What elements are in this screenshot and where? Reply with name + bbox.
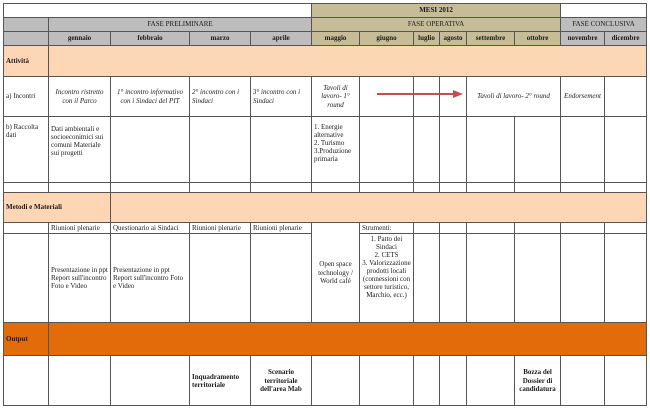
- year-title: MESI 2012: [312, 4, 561, 18]
- metodi-maggio-body: Open space technology / World café: [312, 223, 360, 323]
- raccolta-item-produzione: 3.Produzione primaria: [314, 147, 352, 164]
- month-ottobre: ottobre: [515, 32, 561, 46]
- incontri-maggio: Tavoli di lavoro- 1° round: [312, 77, 360, 117]
- raccolta-ottobre: [515, 117, 561, 183]
- row-label-incontri: a) Incontri: [4, 77, 49, 117]
- metodi-label-blank: [4, 223, 49, 234]
- month-novembre: novembre: [561, 32, 605, 46]
- metodi-ottobre-head: [515, 223, 561, 234]
- month-maggio: maggio: [312, 32, 360, 46]
- schedule-table: [3, 3, 647, 406]
- metodi-marzo-body: [190, 234, 251, 323]
- raccolta-luglio: [414, 117, 440, 183]
- raccolta-febbraio: [111, 117, 190, 183]
- output-maggio: [312, 356, 360, 406]
- section-output-band: [49, 323, 647, 356]
- metodi-novembre-head: [561, 223, 605, 234]
- metodi-aprile-body: [251, 234, 312, 323]
- output-label-blank: [4, 356, 49, 406]
- month-agosto: agosto: [440, 32, 467, 46]
- output-febbraio: [111, 356, 190, 406]
- metodi-dicembre-head: [605, 223, 647, 234]
- raccolta-agosto: [440, 117, 467, 183]
- output-marzo: Inquadramento territoriale: [190, 356, 251, 406]
- incontri-marzo: 2° incontro con i Sindaci: [190, 77, 251, 117]
- section-metodi-band: [111, 193, 647, 223]
- metodi-giugno-body: [360, 234, 414, 323]
- timeline-arrow-icon: [377, 89, 463, 99]
- metodi-febbraio-body: Presentazione in ppt Report sull'incontro Foto e Video: [111, 234, 190, 323]
- phase-preliminare: FASE PRELIMINARE: [49, 18, 312, 32]
- section-attivita: Attività: [4, 46, 49, 77]
- output-aprile: Scenario territoriale dell'area Mab: [251, 356, 312, 406]
- incontri-settembre: Tavoli di lavoro- 2° round: [467, 77, 561, 117]
- raccolta-giugno: [360, 117, 414, 183]
- metodi-luglio-body: [414, 234, 440, 323]
- gantt-sheet: [3, 3, 646, 418]
- metodi-gennaio-head: Riunioni plenarie: [49, 223, 111, 234]
- incontri-febbraio: 1° incontro informativo con i Sindaci del PIT: [111, 77, 190, 117]
- raccolta-maggio: [312, 117, 360, 183]
- section-attivita-band: [49, 46, 647, 77]
- metodi-giugno-head: Strumenti:: [360, 223, 414, 234]
- phase-operativa: FASE OPERATIVA: [312, 18, 561, 32]
- incontri-novembre: Endorsement: [561, 77, 605, 117]
- output-agosto: [440, 356, 467, 406]
- raccolta-settembre: [467, 117, 515, 183]
- incontri-aprile: 3° incontro con i Sindaci: [251, 77, 312, 117]
- raccolta-aprile: [251, 117, 312, 183]
- strumento-valorizzazione: 3. Valorizzazione prodotti locali (connessioni con settore turistico, Marchio, ecc.): [362, 259, 411, 300]
- incontri-gennaio: Incontro ristretto con il Parco: [49, 77, 111, 117]
- output-dicembre: [605, 356, 647, 406]
- blank-header-left: [4, 4, 312, 18]
- phase-conclusiva: FASE CONCLUSIVA: [561, 18, 647, 32]
- raccolta-item-turismo: 2. Turismo: [314, 139, 345, 148]
- raccolta-dicembre: [605, 117, 647, 183]
- raccolta-marzo: [190, 117, 251, 183]
- month-corner: [4, 32, 49, 46]
- raccolta-gennaio: Dati ambientali e socioeconimici sui comuni Materiale sui progetti: [49, 117, 111, 183]
- output-luglio: [414, 356, 440, 406]
- metodi-luglio-head: [414, 223, 440, 234]
- incontri-dicembre: [605, 77, 647, 117]
- month-aprile: aprile: [251, 32, 312, 46]
- month-gennaio: gennaio: [49, 32, 111, 46]
- row-label-raccolta: b) Raccolta dati: [4, 117, 49, 183]
- metodi-settembre-body: [467, 234, 515, 323]
- metodi-dicembre-body: [605, 234, 647, 323]
- output-ottobre: Bozza del Dossier di candidatura: [515, 356, 561, 406]
- metodi-ottobre-body: [515, 234, 561, 323]
- output-gennaio: [49, 356, 111, 406]
- strumento-patto-sindaci: 1. Patto dei Sindaci: [370, 235, 403, 252]
- section-output: Output: [4, 323, 49, 356]
- output-giugno: [360, 356, 414, 406]
- raccolta-item-energie: 1. Energie alternative: [314, 123, 344, 140]
- month-marzo: marzo: [190, 32, 251, 46]
- strumento-cets: 2. CETS: [374, 251, 399, 260]
- phase-corner: [4, 18, 49, 32]
- month-febbraio: febbraio: [111, 32, 190, 46]
- metodi-marzo-head: Riunioni plenarie: [190, 223, 251, 234]
- month-settembre: settembre: [467, 32, 515, 46]
- metodi-body-label-blank: [4, 234, 49, 323]
- metodi-gennaio-body: Presentazione in ppt Report sull'incontro Foto e Video: [49, 234, 111, 323]
- metodi-aprile-head: Riunioni plenarie: [251, 223, 312, 234]
- metodi-agosto-head: [440, 223, 467, 234]
- month-giugno: giugno: [360, 32, 414, 46]
- metodi-settembre-head: [467, 223, 515, 234]
- metodi-febbraio-head: Questionario ai Sindaci: [111, 223, 190, 234]
- output-settembre: [467, 356, 515, 406]
- section-metodi: Metodi e Materiali: [4, 193, 111, 223]
- month-luglio: luglio: [414, 32, 440, 46]
- metodi-novembre-body: [561, 234, 605, 323]
- month-dicembre: dicembre: [605, 32, 647, 46]
- metodi-agosto-body: [440, 234, 467, 323]
- blank-header-right: [561, 4, 647, 18]
- raccolta-novembre: [561, 117, 605, 183]
- output-novembre: [561, 356, 605, 406]
